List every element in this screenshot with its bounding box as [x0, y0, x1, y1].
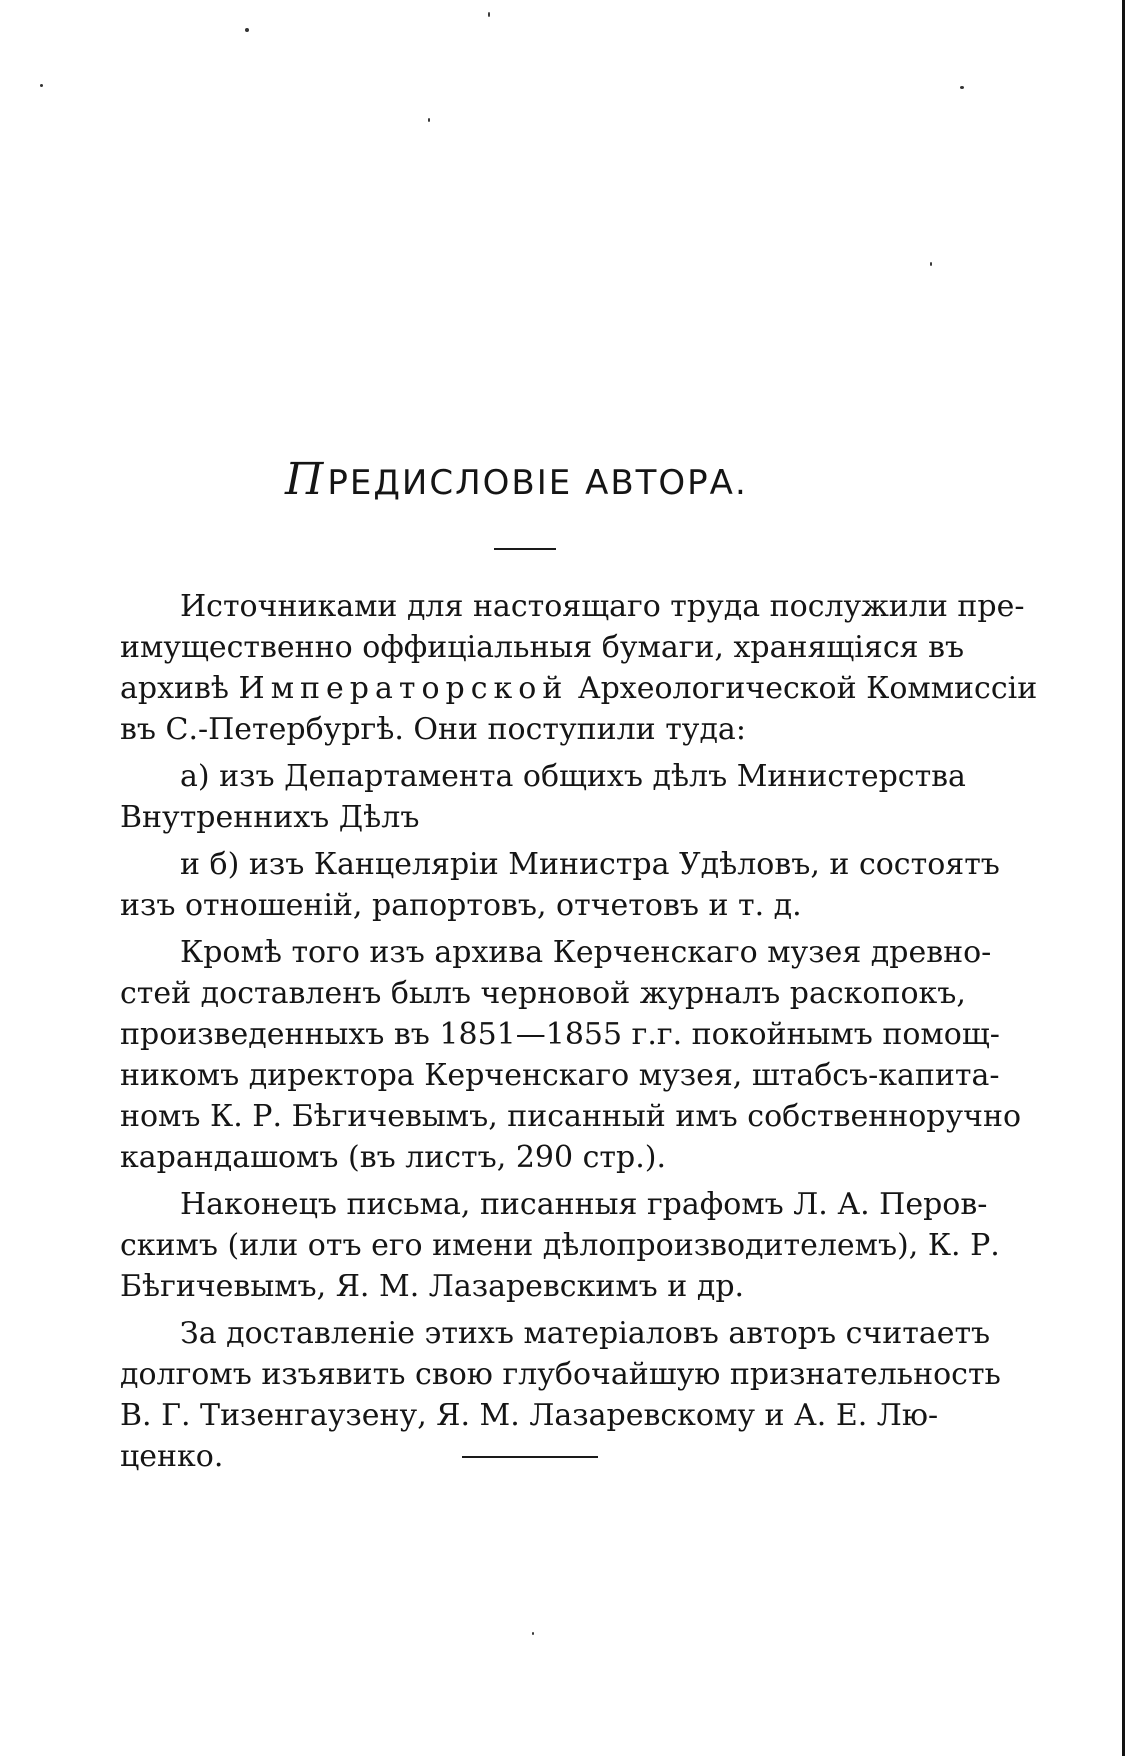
title-initial: П — [285, 454, 326, 505]
paragraph — [120, 586, 1038, 750]
paragraph — [120, 932, 1022, 1178]
text-line: имущественно оффиціальныя бумаги, хранящіяся въ — [120, 630, 965, 665]
scan-speck — [532, 1632, 534, 1635]
text-line: стей доставленъ былъ черновой журналъ раскопокъ, — [120, 976, 966, 1011]
text-line: долгомъ изъявить свою глубочайшую признательность — [120, 1357, 1001, 1392]
scan-speck — [245, 28, 249, 32]
title-rule — [494, 548, 556, 550]
text-line: Внутреннихъ Дѣлъ — [120, 800, 420, 835]
text-line: номъ К. Р. Бѣгичевымъ, писанный имъ собственноручно — [120, 1099, 1022, 1134]
page-title — [285, 454, 805, 505]
paragraph — [120, 756, 966, 838]
scan-speck — [40, 84, 43, 87]
text-line: никомъ директора Керченскаго музея, штабсъ-капита- — [120, 1058, 1000, 1093]
text-line: Наконецъ письма, писанныя графомъ Л. А. Перов- — [180, 1187, 988, 1222]
body-text — [120, 586, 1038, 1483]
scan-speck — [428, 118, 430, 122]
text-line: Бѣгичевымъ, Я. М. Лазаревскимъ и др. — [120, 1269, 745, 1304]
text-line: карандашомъ (въ листъ, 290 стр.). — [120, 1140, 666, 1175]
text-line: и б) изъ Канцеляріи Министра Удѣловъ, и состоятъ — [180, 847, 1000, 882]
text-line: произведенныхъ въ 1851—1855 г.г. покойнымъ помощ- — [120, 1017, 1000, 1052]
text-line: За доставленіе этихъ матеріаловъ авторъ считаетъ — [180, 1316, 991, 1351]
text-line: скимъ (или отъ его имени дѣлопроизводителемъ), К. Р. — [120, 1228, 1000, 1263]
paragraph — [120, 1313, 1001, 1477]
paragraph — [120, 844, 1000, 926]
scan-speck — [930, 262, 932, 266]
text-line: Кромѣ того изъ архива Керченскаго музея древно- — [180, 935, 992, 970]
text-line: ценко. — [120, 1439, 224, 1474]
text-line: въ С.-Петербургѣ. Они поступили туда: — [120, 712, 746, 747]
scan-edge-line — [1122, 0, 1125, 1756]
scan-speck — [488, 12, 490, 17]
text-line: а) изъ Департамента общихъ дѣлъ Министерства — [180, 759, 966, 794]
title-rest: РЕДИСЛОВІЕ АВТОРА. — [327, 463, 748, 503]
text-line: изъ отношеній, рапортовъ, отчетовъ и т. д. — [120, 888, 802, 923]
text-line: Источниками для настоящаго труда послужили пре- — [180, 589, 1025, 624]
text-line: архивѣ Императорской Археологической Коммиссіи — [120, 671, 1038, 706]
end-rule — [462, 1456, 598, 1458]
scan-speck — [960, 86, 964, 89]
text-line: В. Г. Тизенгаузену, Я. М. Лазаревскому и А. Е. Лю- — [120, 1398, 939, 1433]
paragraph — [120, 1184, 1000, 1307]
